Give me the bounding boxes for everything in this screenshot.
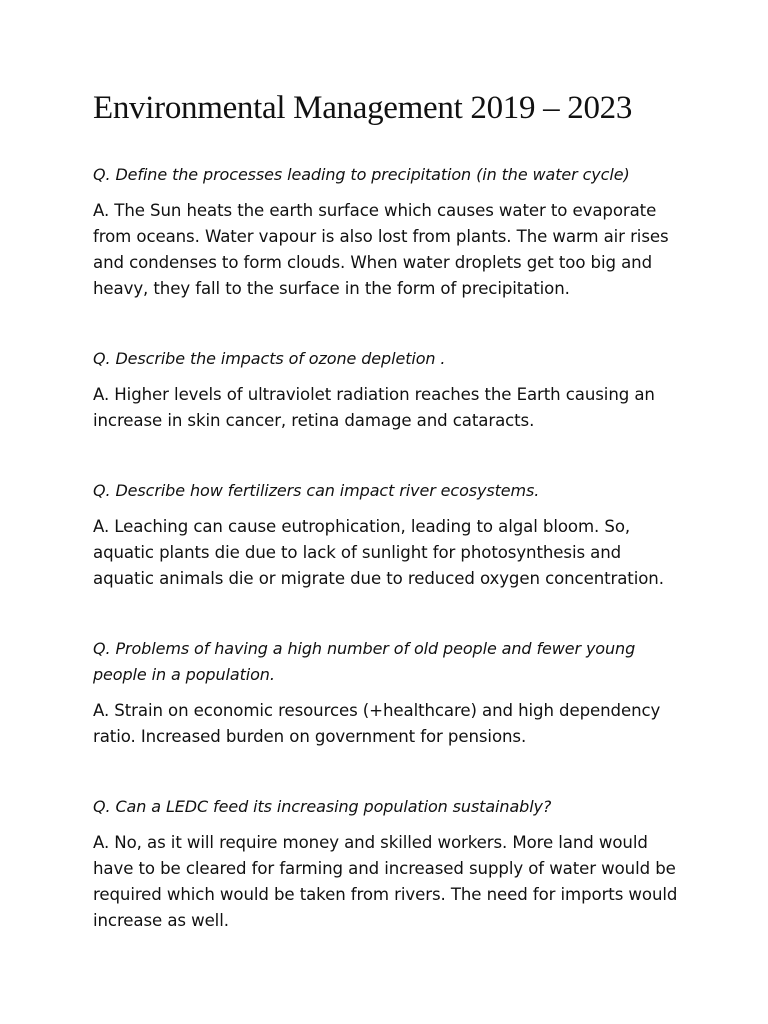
document-page [93,88,678,978]
document-title: Environmental Management 2019 – 2023 [93,90,633,126]
answer-text: A. Strain on economic resources (+healthcare) and high dependency ratio. Increased burden on government for pensions. [93,701,661,746]
qa-item-4 [93,636,678,750]
answer-text: A. No, as it will require money and skilled workers. More land would have to be cleared for farming and increased supply of water would be required which would be taken from rivers. The need for imports would increase as well. [93,833,678,930]
qa-item-5 [93,794,678,934]
question-text: Q. Describe the impacts of ozone depletion . [93,349,446,368]
answer-text: A. The Sun heats the earth surface which causes water to evaporate from oceans. Water vapour is also lost from plants. The warm air rises and condenses to form clouds. When water droplets get too big and heavy, they fall to the surface in the form of precipitation. [93,201,669,298]
qa-item-1 [93,162,678,302]
question-text: Q. Define the processes leading to precipitation (in the water cycle) [93,165,630,184]
answer-text: A. Higher levels of ultraviolet radiation reaches the Earth causing an increase in skin cancer, retina damage and cataracts. [93,385,655,430]
question-text: Q. Can a LEDC feed its increasing population sustainably? [93,797,552,816]
question-text: Q. Problems of having a high number of old people and fewer young people in a population. [93,639,636,684]
answer-text: A. Leaching can cause eutrophication, leading to algal bloom. So, aquatic plants die due to lack of sunlight for photosynthesis and aquatic animals die or migrate due to reduced oxygen concentration. [93,517,664,588]
qa-item-3 [93,478,678,592]
question-text: Q. Describe how fertilizers can impact river ecosystems. [93,481,540,500]
qa-item-2 [93,346,678,434]
